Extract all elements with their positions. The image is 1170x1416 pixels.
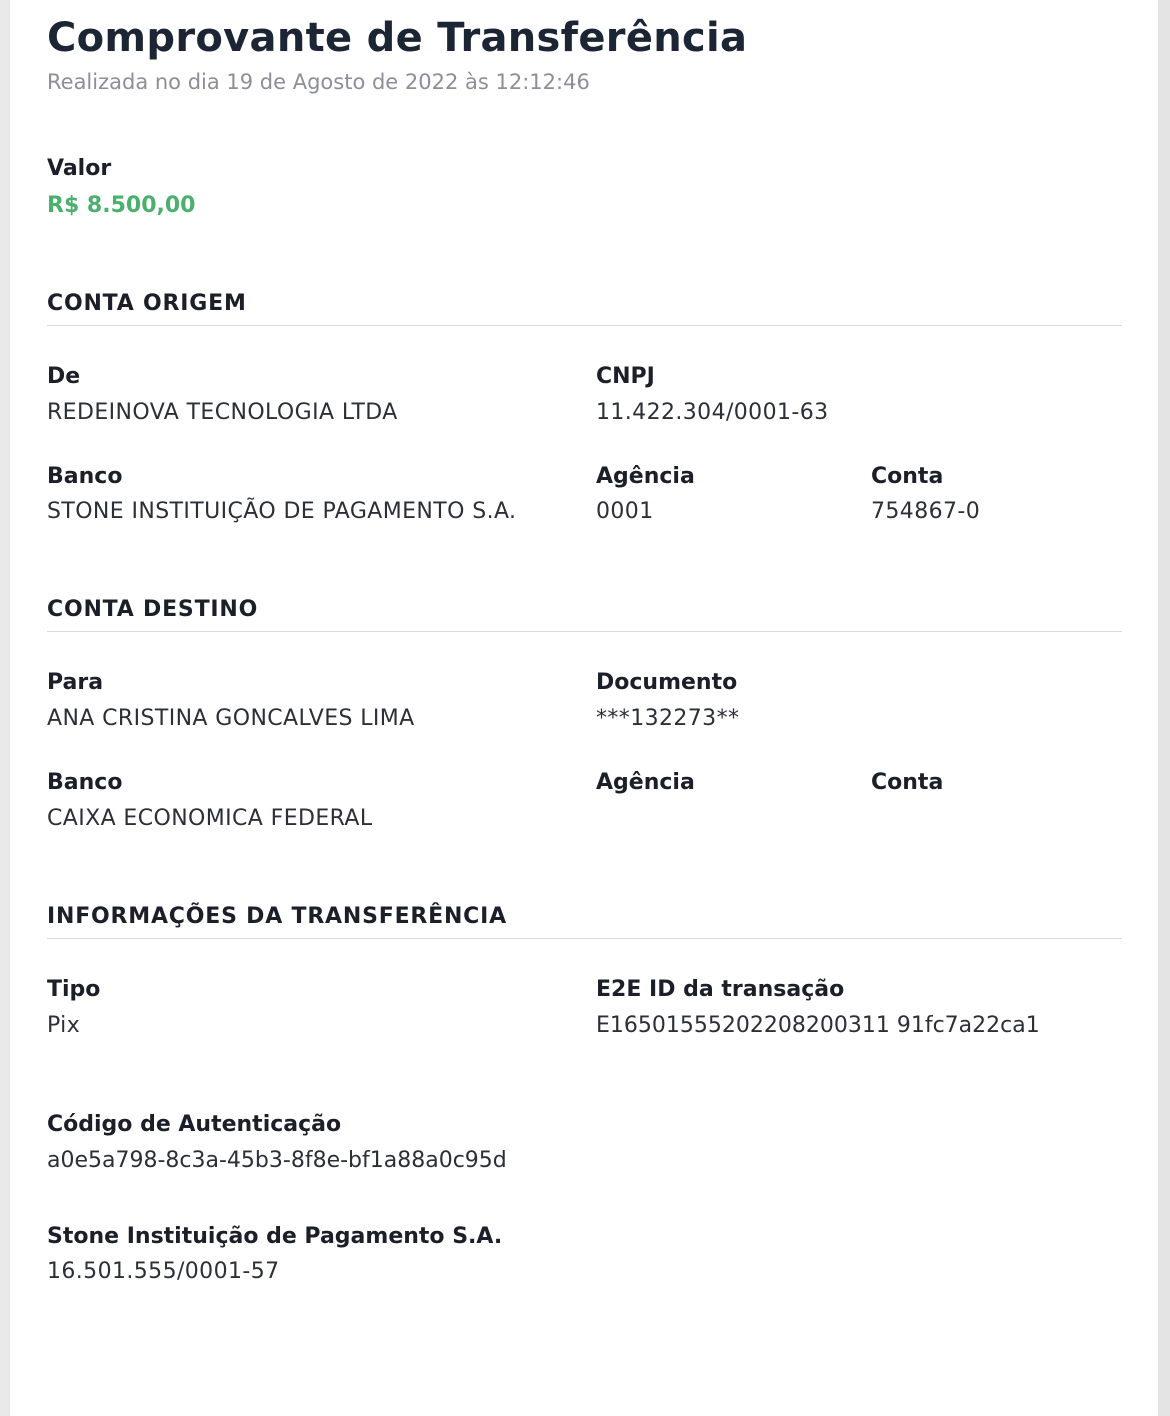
section-destination-title: CONTA DESTINO bbox=[47, 597, 259, 622]
transfer-type-value: Pix bbox=[47, 1013, 81, 1038]
transfer-datetime: Realizada no dia 19 de Agosto de 2022 às 12:12:46 bbox=[47, 70, 590, 94]
section-info-title: INFORMAÇÕES DA TRANSFERÊNCIA bbox=[47, 904, 507, 929]
destination-agency-label: Agência bbox=[596, 770, 695, 795]
amount-label: Valor bbox=[47, 156, 112, 181]
destination-bank-label: Banco bbox=[47, 770, 123, 795]
origin-cnpj-label: CNPJ bbox=[596, 364, 655, 389]
origin-agency-value: 0001 bbox=[596, 499, 654, 524]
transfer-type-label: Tipo bbox=[47, 977, 101, 1002]
amount-value: R$ 8.500,00 bbox=[47, 193, 196, 218]
origin-account-label: Conta bbox=[871, 464, 944, 489]
page-title: Comprovante de Transferência bbox=[47, 15, 748, 61]
right-margin bbox=[1158, 0, 1170, 1416]
destination-document-label: Documento bbox=[596, 670, 738, 695]
origin-account-value: 754867-0 bbox=[871, 499, 981, 524]
origin-bank-label: Banco bbox=[47, 464, 123, 489]
destination-document-value: ***132273** bbox=[596, 706, 740, 731]
origin-from-label: De bbox=[47, 364, 81, 389]
e2e-id-label: E2E ID da transação bbox=[596, 977, 845, 1002]
origin-agency-label: Agência bbox=[596, 464, 695, 489]
institution-cnpj: 16.501.555/0001-57 bbox=[47, 1259, 280, 1284]
auth-code-value: a0e5a798-8c3a-45b3-8f8e-bf1a88a0c95d bbox=[47, 1148, 507, 1173]
left-margin bbox=[0, 0, 10, 1416]
destination-to-label: Para bbox=[47, 670, 104, 695]
section-origin-divider bbox=[47, 325, 1122, 326]
institution-name: Stone Instituição de Pagamento S.A. bbox=[47, 1224, 503, 1249]
section-origin-title: CONTA ORIGEM bbox=[47, 291, 247, 316]
auth-code-label: Código de Autenticação bbox=[47, 1112, 342, 1137]
origin-from-value: REDEINOVA TECNOLOGIA LTDA bbox=[47, 400, 398, 425]
section-destination-divider bbox=[47, 631, 1122, 632]
destination-bank-value: CAIXA ECONOMICA FEDERAL bbox=[47, 806, 373, 831]
destination-to-value: ANA CRISTINA GONCALVES LIMA bbox=[47, 706, 415, 731]
destination-account-label: Conta bbox=[871, 770, 944, 795]
origin-bank-value: STONE INSTITUIÇÃO DE PAGAMENTO S.A. bbox=[47, 499, 517, 524]
origin-cnpj-value: 11.422.304/0001-63 bbox=[596, 400, 829, 425]
e2e-id-value: E16501555202208200311 91fc7a22ca1 bbox=[596, 1013, 1040, 1038]
section-info-divider bbox=[47, 938, 1122, 939]
